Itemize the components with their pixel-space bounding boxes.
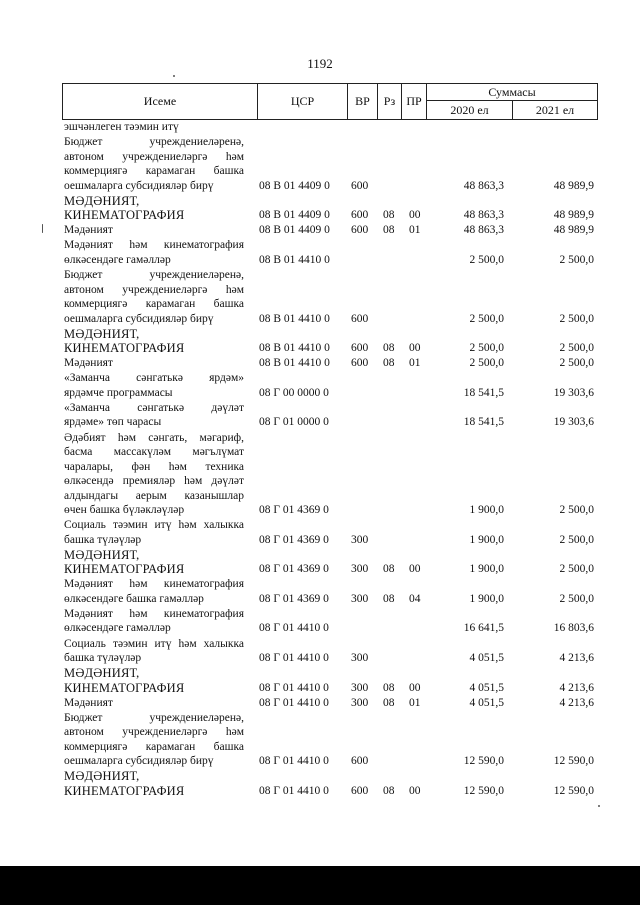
row-vr: 300	[351, 592, 369, 605]
row-name-line: КИНЕМАТОГРАФИЯ	[64, 562, 185, 577]
row-name-line: коммерциягә карамаган башка	[64, 298, 244, 310]
row-csr: 08 В 01 4410 0	[259, 312, 330, 325]
row-amount-2021: 16 803,6	[553, 622, 594, 635]
row-name	[64, 769, 244, 798]
row-rz: 08	[383, 357, 395, 370]
row-name	[64, 607, 244, 636]
row-vr: 600	[351, 342, 369, 355]
row-name	[64, 666, 244, 695]
row-pr: 00	[409, 342, 421, 355]
row-amount-2020: 12 590,0	[463, 784, 504, 797]
table-row	[64, 135, 598, 193]
row-csr: 08 Г 01 4410 0	[259, 681, 329, 694]
row-csr: 08 Г 01 4410 0	[259, 622, 329, 635]
row-vr: 600	[351, 179, 369, 192]
row-name-line: МӘДӘНИЯТ,	[64, 547, 140, 562]
table-row	[64, 223, 598, 238]
row-csr: 08 В 01 4410 0	[259, 342, 330, 355]
table-row	[64, 327, 598, 356]
row-name-line: өлкәсендәге башка гамәлләр	[64, 592, 204, 605]
row-pr: 00	[409, 209, 421, 222]
row-amount-2021: 19 303,6	[553, 386, 594, 399]
row-amount-2020: 18 541,5	[463, 386, 504, 399]
row-amount-2020: 16 641,5	[463, 622, 504, 635]
row-amount-2021: 4 213,6	[559, 681, 594, 694]
header-year-2021: 2021 ел	[512, 101, 597, 119]
row-name-line: Мәдәният	[64, 224, 113, 237]
row-name-line: басма массакүләм мәгълүмат	[64, 446, 244, 458]
row-name-line: ярдәмче программасы	[64, 386, 173, 399]
header-csr: ЦСР	[257, 84, 347, 119]
table-row	[64, 607, 598, 636]
row-csr: 08 Г 01 4369 0	[259, 563, 329, 576]
table-row	[64, 711, 598, 769]
row-amount-2020: 48 863,3	[463, 179, 504, 192]
row-name-line: Бюджет учреждениеләренә,	[64, 711, 244, 724]
row-csr: 08 В 01 4410 0	[259, 357, 330, 370]
row-amount-2021: 12 590,0	[553, 755, 594, 768]
table-row	[64, 637, 598, 666]
row-name	[64, 577, 244, 606]
row-name-line: «Заманча сәнгатькә дәүләт	[64, 401, 244, 414]
row-name-line: Бюджет учреждениеләренә,	[64, 136, 244, 149]
row-amount-2020: 48 863,3	[463, 209, 504, 222]
row-vr: 600	[351, 209, 369, 222]
row-csr: 08 В 01 4409 0	[259, 209, 330, 222]
row-amount-2021: 2 500,0	[559, 592, 594, 605]
row-name-line: өлкәсендәге гамәлләр	[64, 253, 171, 266]
row-name	[64, 431, 244, 518]
row-name-line: МӘДӘНИЯТ,	[64, 769, 140, 784]
row-vr: 600	[351, 312, 369, 325]
row-name-line: Социаль тәэмин итү һәм халыкка	[64, 519, 244, 532]
row-name-line: МӘДӘНИЯТ,	[64, 666, 140, 681]
row-name-line: Әдәбият һәм сәнгать, мәгариф,	[64, 431, 244, 444]
row-name-line: Бюджет учреждениеләренә,	[64, 269, 244, 281]
row-rz: 08	[383, 209, 395, 222]
row-name	[64, 135, 244, 193]
row-name-line: оешмаларга субсидияләр бирү	[64, 755, 214, 768]
table-row	[64, 666, 598, 695]
table-row	[64, 194, 598, 223]
row-name-line: Мәдәният	[64, 357, 113, 370]
row-rz: 08	[383, 592, 395, 605]
table-row	[64, 431, 598, 518]
row-amount-2020: 1 900,0	[469, 592, 504, 605]
row-amount-2020: 4 051,5	[469, 696, 504, 709]
row-name-line: ярдәме» төп чарасы	[64, 416, 162, 429]
row-name-line: автоном учреждениеләргә һәм	[64, 283, 244, 296]
header-pr: ПР	[401, 84, 426, 119]
row-csr: 08 Г 01 4369 0	[259, 504, 329, 516]
row-name	[64, 238, 244, 267]
row-name-line: МӘДӘНИЯТ,	[64, 326, 140, 341]
row-name-line: чаралары, фән һәм техника	[64, 460, 244, 473]
row-amount-2021: 2 500,0	[559, 253, 594, 266]
row-name-line: оешмаларга субсидияләр бирү	[64, 312, 214, 325]
row-csr: 08 Г 01 4410 0	[259, 755, 329, 768]
row-name-line: МӘДӘНИЯТ,	[64, 193, 140, 208]
row-pr: 01	[409, 696, 421, 709]
row-name	[64, 637, 244, 666]
header-year-2020: 2020 ел	[426, 101, 512, 119]
row-pr: 01	[409, 357, 421, 370]
scan-speck	[598, 805, 600, 807]
table-row	[64, 769, 598, 798]
row-name-line: башка түләүләр	[64, 533, 142, 546]
table-row	[64, 696, 598, 711]
row-amount-2020: 1 900,0	[469, 504, 504, 516]
table-row	[64, 401, 598, 430]
row-amount-2021: 4 213,6	[559, 696, 594, 709]
row-name-line: оешмаларга субсидияләр бирү	[64, 179, 214, 192]
row-name-line: өчен башка бүләкләүләр	[64, 504, 185, 516]
row-amount-2021: 2 500,0	[559, 342, 594, 355]
row-amount-2020: 2 500,0	[469, 253, 504, 266]
row-amount-2021: 2 500,0	[559, 563, 594, 576]
row-pr: 04	[409, 592, 421, 605]
table-row	[64, 518, 598, 547]
row-csr: 08 Г 01 4369 0	[259, 533, 329, 546]
row-amount-2020: 2 500,0	[469, 342, 504, 355]
row-name-line: Мәдәният һәм кинематография	[64, 578, 244, 591]
table-row	[64, 371, 598, 400]
row-vr: 600	[351, 755, 369, 768]
row-amount-2021: 19 303,6	[553, 416, 594, 429]
row-name-line: Мәдәният һәм кинематография	[64, 607, 244, 620]
row-amount-2021: 2 500,0	[559, 357, 594, 370]
row-amount-2020: 1 900,0	[469, 563, 504, 576]
row-csr: 08 Г 00 0000 0	[259, 386, 329, 399]
scan-speck	[42, 224, 43, 233]
row-amount-2021: 4 213,6	[559, 652, 594, 664]
row-name-line: коммерциягә карамаган башка	[64, 165, 244, 178]
row-amount-2021: 2 500,0	[559, 504, 594, 516]
row-amount-2020: 2 500,0	[469, 312, 504, 325]
table-row	[64, 577, 598, 606]
row-name	[64, 194, 244, 223]
row-amount-2021: 48 989,9	[553, 209, 594, 222]
row-name	[64, 268, 244, 326]
row-name-line: Мәдәният һәм кинематография	[64, 239, 244, 252]
row-amount-2021: 2 500,0	[559, 533, 594, 546]
table-header	[62, 83, 598, 120]
table-row	[64, 356, 598, 371]
row-vr: 300	[351, 652, 369, 664]
row-csr: 08 Г 01 4410 0	[259, 652, 329, 664]
row-vr: 300	[351, 681, 369, 694]
row-name-line: автоном учреждениеләргә һәм	[64, 726, 244, 739]
row-vr: 600	[351, 784, 369, 797]
table-row	[64, 268, 598, 326]
row-rz: 08	[383, 696, 395, 709]
row-name-line: эшчәнлеген тәэмин итү	[64, 121, 179, 133]
table-row	[64, 548, 598, 577]
row-name	[64, 548, 244, 577]
row-csr: 08 В 01 4409 0	[259, 179, 330, 192]
row-amount-2021: 12 590,0	[553, 784, 594, 797]
row-rz: 08	[383, 681, 395, 694]
row-name-line: алдындагы аерым казанышлар	[64, 489, 244, 502]
row-amount-2021: 48 989,9	[553, 224, 594, 237]
row-name-line: өлкәсендәге гамәлләр	[64, 622, 171, 635]
row-csr: 08 В 01 4410 0	[259, 253, 330, 266]
table-row	[64, 238, 598, 267]
row-name-line: коммерциягә карамаган башка	[64, 740, 244, 753]
row-name-line: Мәдәният	[64, 696, 113, 709]
row-name-line: Социаль тәэмин итү һәм халыкка	[64, 637, 244, 650]
row-amount-2021: 2 500,0	[559, 312, 594, 325]
row-name-line: автоном учреждениеләргә һәм	[64, 150, 244, 163]
row-vr: 300	[351, 696, 369, 709]
row-name	[64, 696, 244, 711]
row-pr: 00	[409, 563, 421, 576]
row-name	[64, 223, 244, 238]
row-name	[64, 356, 244, 371]
row-csr: 08 Г 01 4410 0	[259, 784, 329, 797]
row-name-line: КИНЕМАТОГРАФИЯ	[64, 208, 185, 223]
page-number: 1192	[307, 56, 333, 71]
row-name-line: өлкәсендә премияләр һәм дәүләт	[64, 475, 244, 487]
table-row	[64, 120, 598, 135]
row-name-line: КИНЕМАТОГРАФИЯ	[64, 680, 185, 695]
row-amount-2020: 2 500,0	[469, 357, 504, 370]
row-amount-2020: 18 541,5	[463, 416, 504, 429]
row-name	[64, 401, 244, 430]
row-pr: 00	[409, 681, 421, 694]
row-amount-2020: 48 863,3	[463, 224, 504, 237]
row-name-line: башка түләүләр	[64, 652, 142, 664]
row-name-line: КИНЕМАТОГРАФИЯ	[64, 341, 185, 356]
row-amount-2021: 48 989,9	[553, 179, 594, 192]
row-amount-2020: 4 051,5	[469, 652, 504, 664]
row-vr: 300	[351, 533, 369, 546]
row-name-line: КИНЕМАТОГРАФИЯ	[64, 783, 185, 798]
header-sums: Суммасы	[426, 84, 597, 101]
row-rz: 08	[383, 784, 395, 797]
row-vr: 600	[351, 357, 369, 370]
row-csr: 08 В 01 4409 0	[259, 224, 330, 237]
row-rz: 08	[383, 563, 395, 576]
scan-bottom-bar	[0, 866, 640, 905]
row-rz: 08	[383, 224, 395, 237]
row-amount-2020: 4 051,5	[469, 681, 504, 694]
row-amount-2020: 12 590,0	[463, 755, 504, 768]
row-csr: 08 Г 01 4410 0	[259, 696, 329, 709]
row-name	[64, 371, 244, 400]
row-amount-2020: 1 900,0	[469, 533, 504, 546]
row-name	[64, 518, 244, 547]
header-vr: ВР	[347, 84, 377, 119]
row-vr: 300	[351, 563, 369, 576]
row-pr: 00	[409, 784, 421, 797]
row-name	[64, 120, 244, 135]
row-name	[64, 711, 244, 769]
row-csr: 08 Г 01 0000 0	[259, 416, 329, 429]
scan-speck	[173, 75, 175, 77]
header-name: Исеме	[143, 94, 177, 108]
row-name-line: «Заманча сәнгатькә ярдәм»	[64, 372, 244, 385]
row-rz: 08	[383, 342, 395, 355]
row-pr: 01	[409, 224, 421, 237]
row-vr: 600	[351, 224, 369, 237]
header-rz: Рз	[377, 84, 401, 119]
row-csr: 08 Г 01 4369 0	[259, 592, 329, 605]
row-name	[64, 327, 244, 356]
